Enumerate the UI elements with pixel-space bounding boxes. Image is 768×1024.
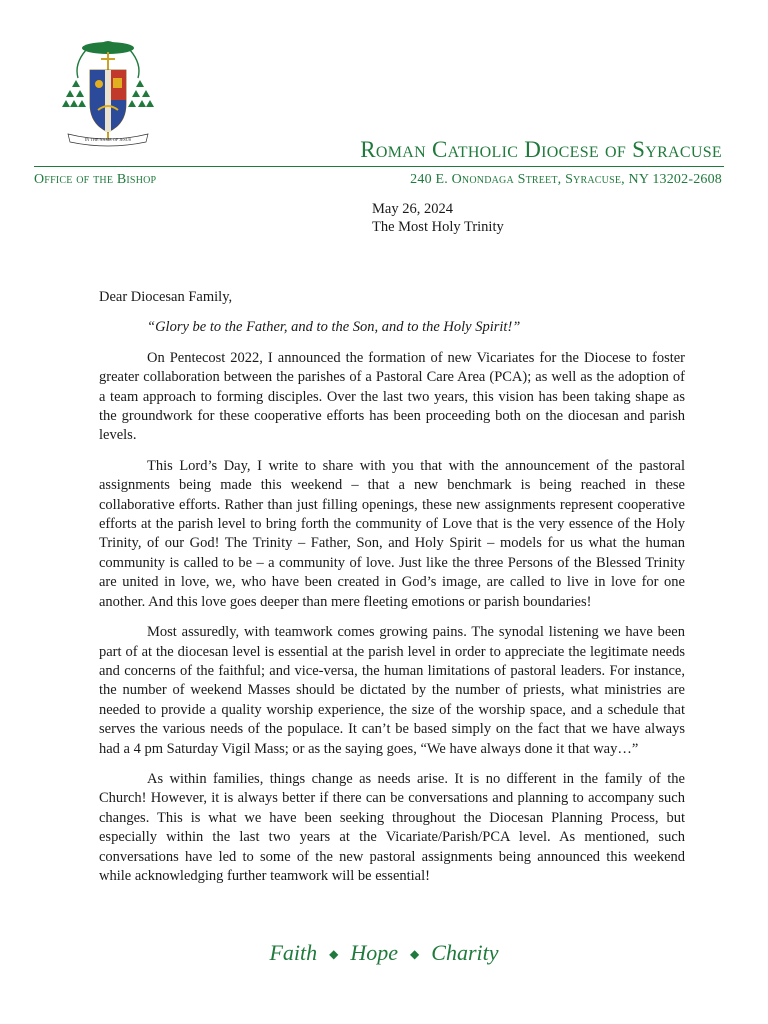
salutation: Dear Diocesan Family, (99, 289, 233, 305)
paragraph: Most assuredly, with teamwork comes growing pains. The synodal listening we have been part of at the diocesan level is essential at the parish level in order to appreciate the legitimate needs and concerns of the faithful; and vice-versa, the human limitations of pastoral leaders. For instance, the number of weekend Masses should be dictated by the number of priests, what ministries are needed to provide a quality worship experience, the size of the worship space, and a schedule that serves the various needs of the populace. It can’t be based simply on the fact that we have always had a 4 pm Saturday Vigil Mass; or as the saying goes, “We have always done it that way…” (99, 624, 685, 757)
motto-separator: ◆ (410, 947, 420, 962)
paragraph: As within families, things change as needs arise. It is no different in the family of the Church! However, it is always better if there can be conversations and planning to accompany such changes. This is what we have been seeking throughout the Diocesan Planning Process, but especially within the last two years at the Vicariate/Parish/PCA level. As mentioned, such conversations have led to some of the new pastoral assignments being announced this weekend while acknowledging further teamwork will be essential! (99, 770, 685, 884)
motto-faith: Faith (269, 940, 318, 965)
letter-body (99, 288, 685, 897)
paragraph: This Lord’s Day, I write to share with you that with the announcement of the pastoral assignments being made this weekend – that a new benchmark is being reached in these collaborative efforts. Rather than just filling openings, these new assignments represent cooperative efforts at the parish level to bring forth the community of Love that is the very essence of the Holy Trinity, of our God! The Trinity – Father, Son, and Holy Spirit – models for us what the human community is called to be – a community of love. Just like the three Persons of the Blessed Trinity are united in love, we, who have been created in God’s image, are called to live in love for one another. And this love goes deeper than mere fleeting emotions or parish boundaries! (99, 457, 685, 610)
motto-hope: Hope (350, 940, 399, 965)
office-address: 240 E. Onondaga Street, Syracuse, NY 13202-2608 (410, 172, 722, 187)
letter-date: May 26, 2024 (372, 201, 453, 217)
crest-motto: IN THE NAME OF JESUS (84, 137, 132, 142)
organization-name: Roman Catholic Diocese of Syracuse (360, 137, 722, 162)
motto-separator: ◆ (329, 947, 339, 962)
coat-of-arms-logo (58, 34, 158, 154)
header-divider (34, 166, 724, 167)
opening-quote: “Glory be to the Father, and to the Son, and to the Holy Spirit!” (147, 319, 521, 336)
letter-occasion: The Most Holy Trinity (372, 219, 504, 235)
footer-motto (0, 940, 768, 966)
motto-charity: Charity (431, 940, 499, 965)
date-block (372, 200, 504, 236)
paragraph: On Pentecost 2022, I announced the formation of new Vicariates for the Diocese to foster greater collaboration between the parishes of a Pastoral Care Area (PCA); as well as the adoption of a team approach to forming disciples. Over the last two years, this vision has been taking shape as the groundwork for these cooperative efforts has been proceeding both on the diocesan and parish levels. (99, 349, 685, 444)
office-name: Office of the Bishop (34, 172, 157, 187)
